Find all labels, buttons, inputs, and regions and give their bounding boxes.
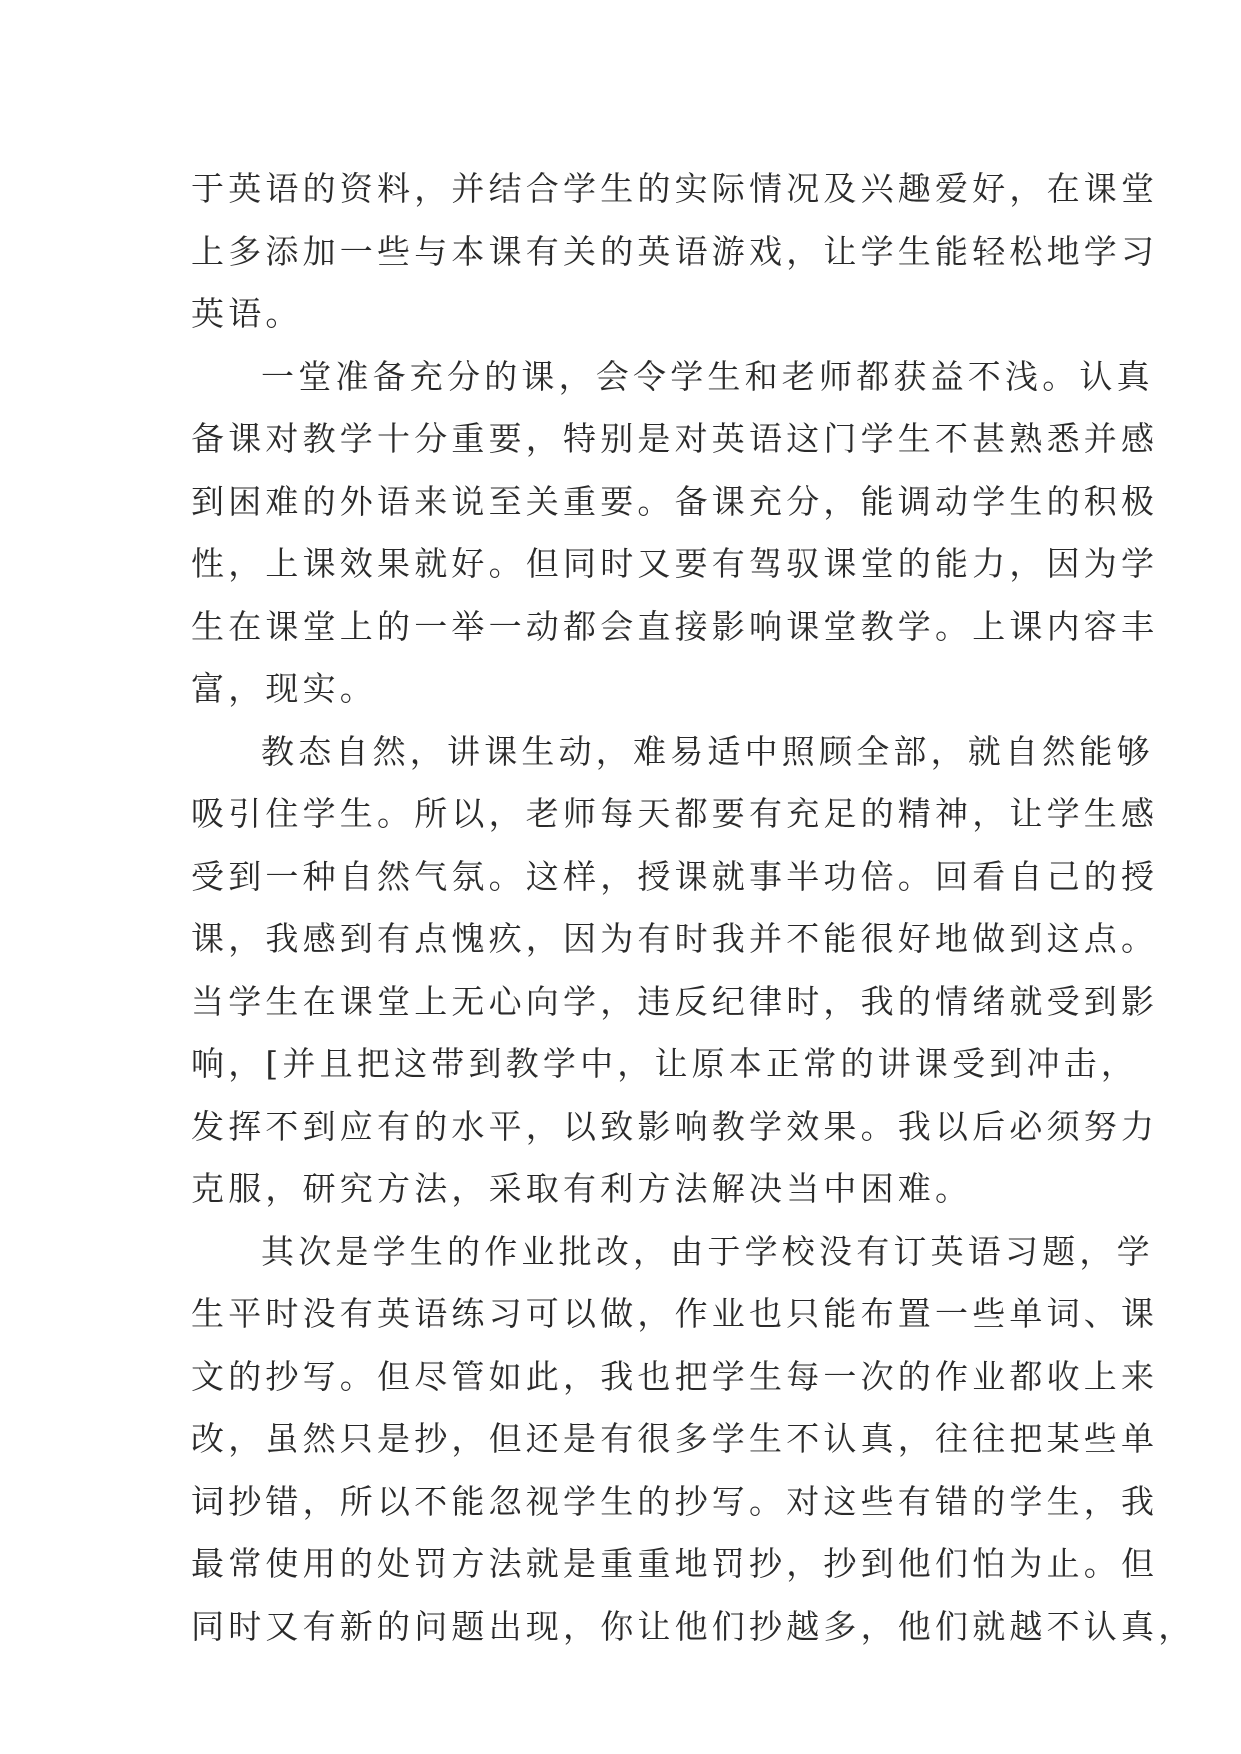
text-line: 受到一种自然气氛。这样，授课就事半功倍。回看自己的授: [191, 856, 1159, 896]
text-line: 词抄错，所以不能忽视学生的抄写。对这些有错的学生，我: [191, 1481, 1159, 1521]
text-line: 同时又有新的问题出现，你让他们抄越多，他们就越不认真，: [191, 1606, 1196, 1646]
text-line: 克服，研究方法，采取有利方法解决当中困难。: [191, 1169, 973, 1208]
text-line: 发挥不到应有的水平，以致影响教学效果。我以后必须努力: [191, 1106, 1159, 1146]
text-line: 课，我感到有点愧疚，因为有时我并不能很好地做到这点。: [191, 919, 1159, 958]
text-line: 吸引住学生。所以，老师每天都要有充足的精神，让学生感: [191, 794, 1159, 833]
text-line: 于英语的资料，并结合学生的实际情况及兴趣爱好，在课堂: [191, 169, 1159, 208]
text-line: 备课对教学十分重要，特别是对英语这门学生不甚熟悉并感: [191, 419, 1159, 458]
body-text: [191, 158, 1196, 1658]
text-line: 最常使用的处罚方法就是重重地罚抄，抄到他们怕为止。但: [191, 1544, 1159, 1583]
text-line: 当学生在课堂上无心向学，违反纪律时，我的情绪就受到影: [191, 981, 1159, 1021]
text-line: 响，[并且把这带到教学中，让原本正常的讲课受到冲击，: [191, 1044, 1139, 1083]
text-line: 性，上课效果就好。但同时又要有驾驭课堂的能力，因为学: [191, 544, 1159, 583]
paragraph-first-line: 其次是学生的作业批改，由于学校没有订英语习题，学: [261, 1231, 1154, 1271]
text-line: 英语。: [191, 294, 303, 333]
text-line: 富，现实。: [191, 669, 377, 708]
text-line: 生平时没有英语练习可以做，作业也只能布置一些单词、课: [191, 1294, 1159, 1333]
text-line: 生在课堂上的一举一动都会直接影响课堂教学。上课内容丰: [191, 606, 1159, 646]
paragraph-first-line: 一堂准备充分的课，会令学生和老师都获益不浅。认真: [261, 356, 1154, 396]
text-line: 改，虽然只是抄，但还是有很多学生不认真，往往把某些单: [191, 1419, 1159, 1458]
text-line: 上多添加一些与本课有关的英语游戏，让学生能轻松地学习: [191, 231, 1159, 271]
text-line: 文的抄写。但尽管如此，我也把学生每一次的作业都收上来: [191, 1356, 1159, 1396]
text-line: 到困难的外语来说至关重要。备课充分，能调动学生的积极: [191, 481, 1159, 521]
paragraph-first-line: 教态自然，讲课生动，难易适中照顾全部，就自然能够: [261, 731, 1154, 771]
